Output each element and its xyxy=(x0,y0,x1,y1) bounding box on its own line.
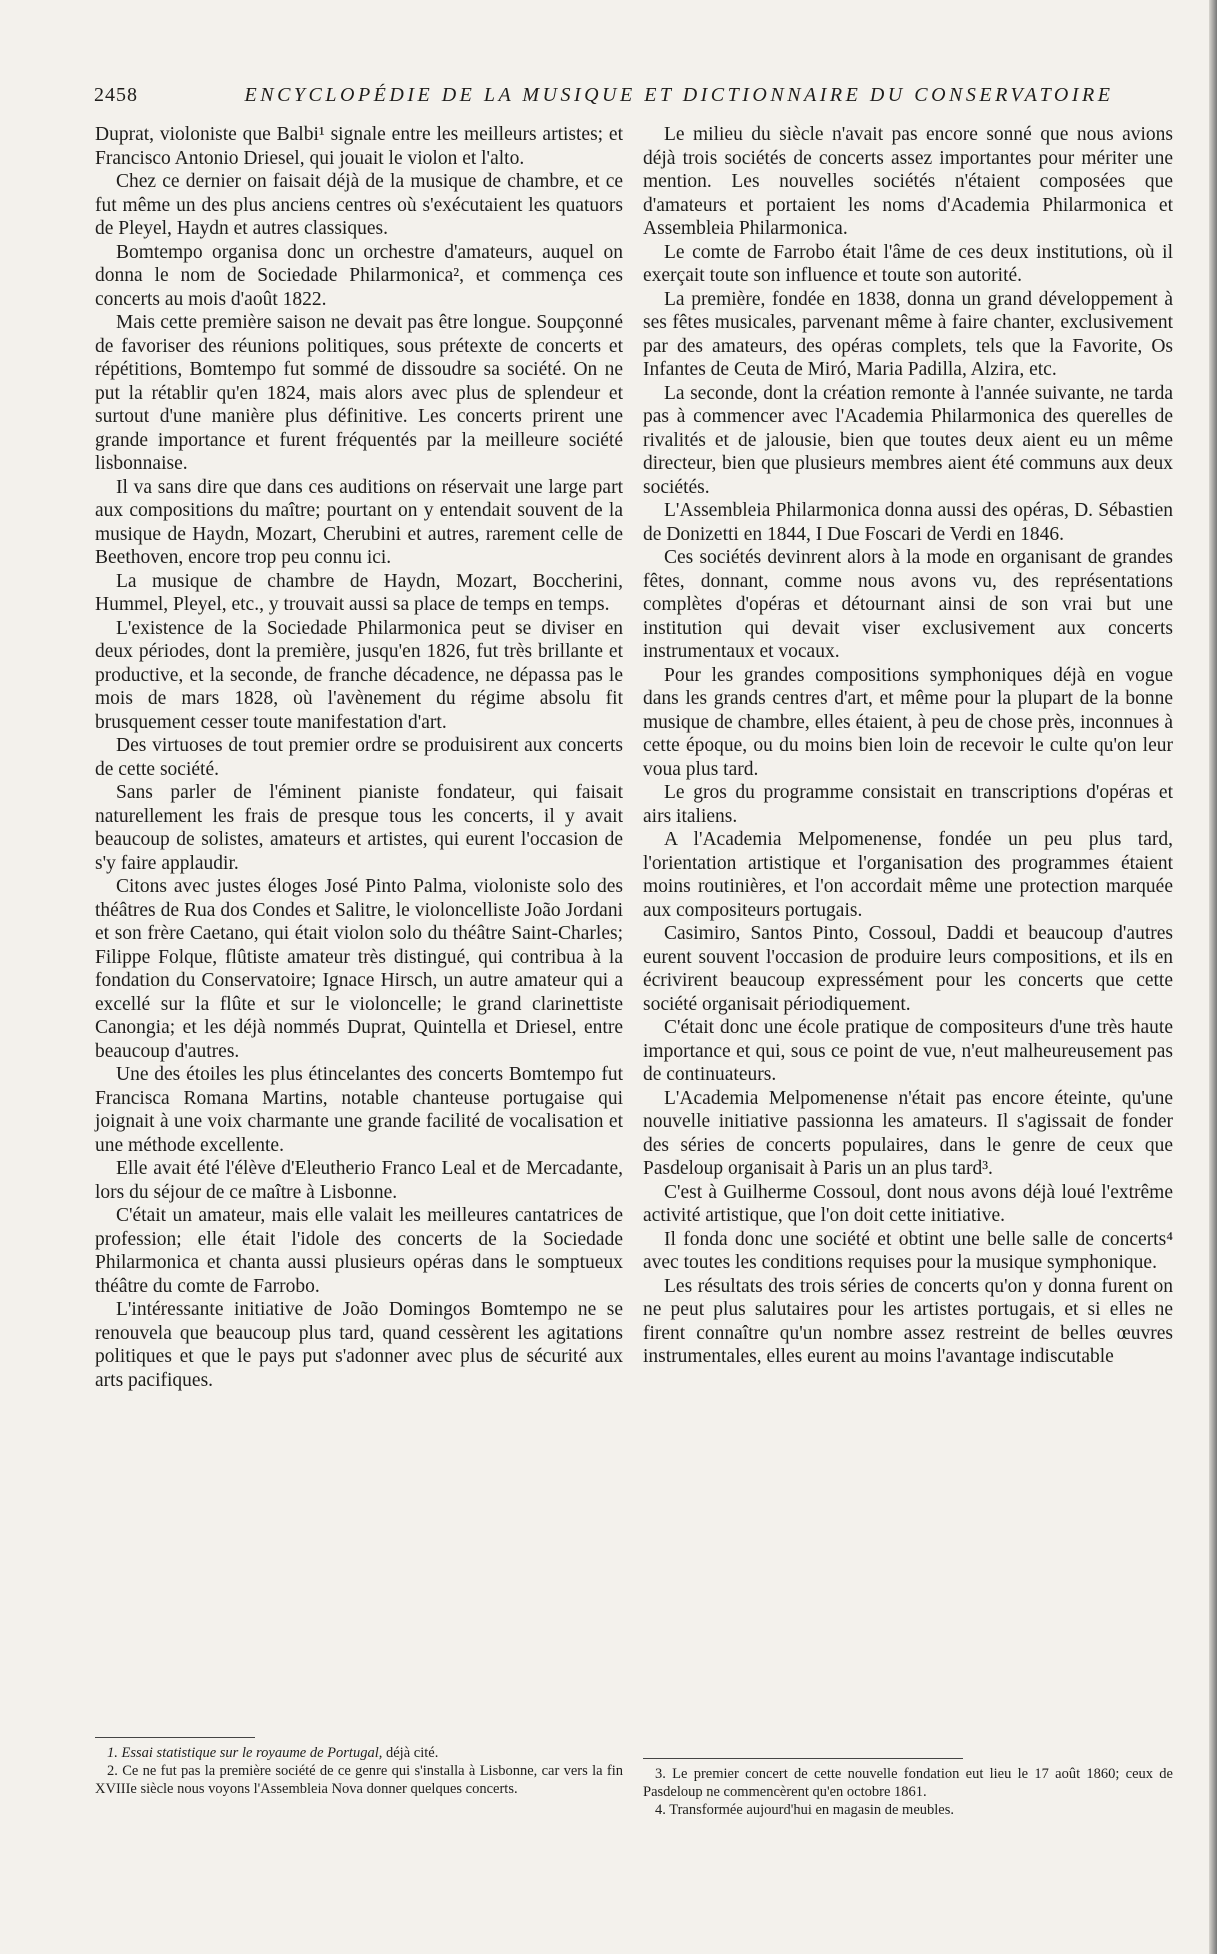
paragraph: Une des étoiles les plus étincelantes des concerts Bomtempo fut Francisca Romana Martins, notable chanteuse portugaise qui joignait à une voix charmante une grande facilité de vocalisation et une méthode excellente. xyxy=(95,1064,623,1156)
footnote-3: 3. Le premier concert de cette nouvelle fondation eut lieu le 17 août 1860; ceux de Pasdeloup ne commencèrent qu'en octobre 1861. xyxy=(643,1766,1173,1800)
paragraph: La première, fondée en 1838, donna un grand développement à ses fêtes musicales, parvenant même à faire chanter, exclusivement par des amateurs, des opéras complets, tels que la Favorite, Os Infantes de Ceuta de Miró, Maria Padilla, Alzira, etc. xyxy=(643,288,1173,380)
paragraph: Il fonda donc une société et obtint une belle salle de concerts⁴ avec toutes les conditions requises pour la musique symphonique. xyxy=(643,1228,1173,1273)
paragraph: Des virtuoses de tout premier ordre se produisirent aux concerts de cette société. xyxy=(95,735,623,780)
paragraph: A l'Academia Melpomenense, fondée un peu plus tard, l'orientation artistique et l'organisation des programmes étaient moins routinières, et l'on accordait même une protection marquée aux compositeurs portugais. xyxy=(643,829,1173,921)
paragraph: L'existence de la Sociedade Philarmonica peut se diviser en deux périodes, dont la première, jusqu'en 1826, fut très brillante et productive, et la seconde, de franche décadence, ne dépassa pas le mois de mars 1828, où l'avènement du régime absolu fit brusquement cesser toute manifestation d'art. xyxy=(95,617,623,733)
page-header xyxy=(94,84,1184,114)
paragraph: Le comte de Farrobo était l'âme de ces deux institutions, où il exerçait toute son influence et toute son autorité. xyxy=(643,241,1173,286)
footnote-rule xyxy=(643,1758,963,1759)
paragraph: Le gros du programme consistait en transcriptions d'opéras et airs italiens. xyxy=(643,782,1173,827)
paragraph: La seconde, dont la création remonte à l'année suivante, ne tarda pas à commencer avec l'Academia Philarmonica des querelles de rivalités et de jalousie, bien que toutes deux aient eu un même directeur, bien que plusieurs membres aient été communs aux deux sociétés. xyxy=(643,382,1173,498)
paragraph: Les résultats des trois séries de concerts qu'on y donna furent on ne peut plus salutaires pour les artistes portugais, et si elles ne firent connaître qu'un nombre assez restreint de belles œuvres instrumentales, elles eurent au moins l'avantage indiscutable xyxy=(643,1275,1173,1367)
paragraph: L'intéressante initiative de João Domingos Bomtempo ne se renouvela que beaucoup plus tard, quand cessèrent les agitations politiques et que le pays put s'adonner avec plus de sécurité aux arts pacifiques. xyxy=(95,1299,623,1391)
footnotes-right xyxy=(643,1758,1173,1819)
paragraph: Il va sans dire que dans ces auditions on réservait une large part aux compositions du maître; pourtant on y entendait souvent de la musique de Haydn, Mozart, Cherubini et autres, rarement celle de Beethoven, encore trop peu connu ici. xyxy=(95,476,623,568)
paragraph: Chez ce dernier on faisait déjà de la musique de chambre, et ce fut même un des plus anciens centres où s'exécutaient les quatuors de Pleyel, Haydn et autres classiques. xyxy=(95,171,623,239)
paragraph: Duprat, violoniste que Balbi¹ signale entre les meilleurs artistes; et Francisco Antonio Driesel, qui jouait le violon et l'alto. xyxy=(95,124,623,169)
paragraph: L'Assembleia Philarmonica donna aussi des opéras, D. Sébastien de Donizetti en 1844, I Due Foscari de Verdi en 1846. xyxy=(643,500,1173,545)
running-title: ENCYCLOPÉDIE DE LA MUSIQUE ET DICTIONNAIRE DU CONSERVATOIRE xyxy=(244,84,1114,106)
footnote-4: 4. Transformée aujourd'hui en magasin de meubles. xyxy=(655,1802,954,1818)
page-number: 2458 xyxy=(94,84,138,106)
scan-edge-shadow xyxy=(1209,0,1217,1954)
paragraph: Ces sociétés devinrent alors à la mode en organisant de grandes fêtes, donnant, comme nous avons vu, des représentations complètes d'opéras et détournant ainsi de son vrai but une institution qui devait viser exclusivement aux concerts instrumentaux et vocaux. xyxy=(643,547,1173,662)
paragraph: C'est à Guilherme Cossoul, dont nous avons déjà loué l'extrême activité artistique, que l'on doit cette initiative. xyxy=(643,1181,1173,1226)
paragraph: C'était un amateur, mais elle valait les meilleures cantatrices de profession; elle était l'idole des concerts de la Sociedade Philarmonica et chanta aussi plusieurs opéras dans le somptueux théâtre du comte de Farrobo. xyxy=(95,1205,623,1297)
paragraph: Citons avec justes éloges José Pinto Palma, violoniste solo des théâtres de Rua dos Condes et Salitre, le violoncelliste João Jordani et son frère Caetano, qui était violon solo du théâtre Saint-Charles; Filippe Folque, flûtiste amateur très distingué, qui contribua à la fondation du Conservatoire; Ignace Hirsch, un autre amateur qui a excellé sur la flûte et sur le violoncelle; le grand clarinettiste Canongia; et les déjà nommés Duprat, Quintella et Driesel, entre beaucoup d'autres. xyxy=(95,876,623,1062)
right-column xyxy=(643,123,1173,1369)
paragraph: Mais cette première saison ne devait pas être longue. Soupçonné de favoriser des réunions politiques, sous prétexte de concerts et répétitions, Bomtempo fut sommé de dissoudre sa société. On ne put la rétablir qu'en 1824, mais alors avec plus de splendeur et surtout d'une manière plus définitive. Les concerts prirent une grande importance et furent fréquentés par la meilleure société lisbonnaise. xyxy=(95,312,623,474)
footnote-2: 2. Ce ne fut pas la première société de ce genre qui s'installa à Lisbonne, car vers la fin XVIIIe siècle nous voyons l'Assembleia Nova donner quelques concerts. xyxy=(95,1763,623,1797)
paragraph: Casimiro, Santos Pinto, Cossoul, Daddi et beaucoup d'autres eurent souvent l'occasion de produire leurs compositions, et ils en écrivirent beaucoup expressément pour les concerts que cette société organisait périodiquement. xyxy=(643,923,1173,1015)
paragraph: Bomtempo organisa donc un orchestre d'amateurs, auquel on donna le nom de Sociedade Philarmonica², et commença ces concerts au mois d'août 1822. xyxy=(95,241,623,310)
paragraph: Elle avait été l'élève d'Eleutherio Franco Leal et de Mercadante, lors du séjour de ce maître à Lisbonne. xyxy=(95,1158,623,1203)
footnote-rule xyxy=(95,1737,255,1738)
footnotes-left xyxy=(95,1737,623,1798)
paragraph: La musique de chambre de Haydn, Mozart, Boccherini, Hummel, Pleyel, etc., y trouvait aussi sa place de temps en temps. xyxy=(95,570,623,615)
paragraph: C'était donc une école pratique de compositeurs d'une très haute importance et qui, sous ce point de vue, n'eut malheureusement pas de continuateurs. xyxy=(643,1017,1173,1085)
footnote-1-text: déjà cité. xyxy=(382,1745,439,1761)
paragraph: L'Academia Melpomenense n'était pas encore éteinte, qu'une nouvelle initiative passionna les amateurs. Il s'agissait de fonder des séries de concerts populaires, dans le genre de ceux que Pasdeloup organisait à Paris un an plus tard³. xyxy=(643,1087,1173,1179)
paragraph: Sans parler de l'éminent pianiste fondateur, qui faisait naturellement les frais de presque tous les concerts, il y avait beaucoup de solistes, amateurs et artistes, qui eurent l'occasion de s'y faire applaudir. xyxy=(95,782,623,874)
footnote-1-citation: 1. Essai statistique sur le royaume de Portugal, xyxy=(107,1745,383,1761)
left-column xyxy=(95,123,623,1392)
paragraph: Pour les grandes compositions symphoniques déjà en vogue dans les grands centres d'art, et même pour la plupart de la bonne musique de chambre, elles étaient, à peu de chose près, inconnues à cette époque, ou du moins bien loin de recevoir le culte qu'on leur voua plus tard. xyxy=(643,664,1173,780)
paragraph: Le milieu du siècle n'avait pas encore sonné que nous avions déjà trois sociétés de concerts assez importantes pour mériter une mention. Les nouvelles sociétés n'étaient composées que d'amateurs et portaient les noms d'Academia Philarmonica et Assembleia Philarmonica. xyxy=(643,124,1173,239)
footnote-1 xyxy=(95,1744,623,1762)
